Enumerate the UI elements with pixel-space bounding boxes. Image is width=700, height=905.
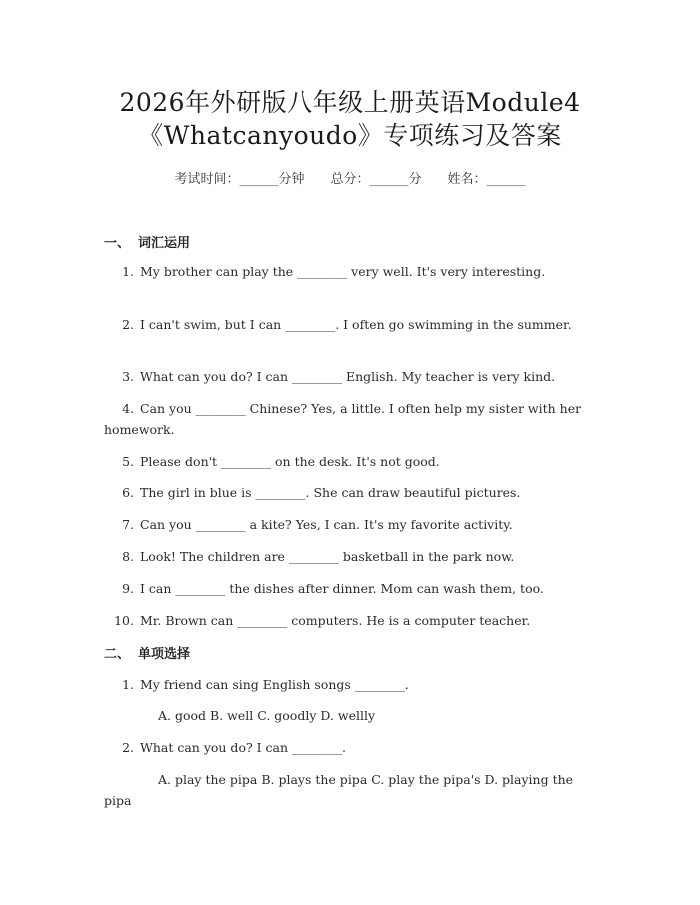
answer-options: A. good B. well C. goodly D. wellly — [158, 708, 376, 723]
question-item: 1. My brother can play the ________ very well. It's very interesting. — [122, 264, 546, 279]
question-item: 3. What can you do? I can ________ English. My teacher is very kind. — [122, 369, 556, 384]
total-score: 总分：______分 — [330, 172, 422, 187]
section-heading-multiple-choice — [104, 643, 190, 662]
section-title: 单项选择 — [138, 647, 191, 662]
question-item: 9. I can ________ the dishes after dinner. Mom can wash them, too. — [122, 581, 544, 596]
question-item: 4. Can you ________ Chinese? Yes, a little. I often help my sister with her homework. — [104, 401, 582, 437]
answer-options: A. play the pipa B. plays the pipa C. play the pipa's D. playing the pipa — [104, 772, 574, 808]
section-number: 二、 — [104, 647, 131, 662]
section-heading-vocabulary — [104, 232, 190, 251]
exam-time: 考试时间：______分钟 — [174, 172, 305, 187]
section-number: 一、 — [104, 236, 131, 251]
section-title: 词汇运用 — [138, 236, 191, 251]
question-item: 7. Can you ________ a kite? Yes, I can. It's my favorite activity. — [122, 517, 513, 532]
question-item: 5. Please don't ________ on the desk. It's not good. — [122, 454, 440, 469]
question-item: 2. I can't swim, but I can ________. I often go swimming in the summer. — [122, 317, 572, 332]
student-name: 姓名：______ — [447, 172, 526, 187]
question-item: 2. What can you do? I can ________. — [122, 740, 346, 755]
question-item: 10. Mr. Brown can ________ computers. He is a computer teacher. — [114, 613, 531, 628]
document-title-line1: 2026年外研版八年级上册英语Module4 — [119, 88, 581, 117]
document-title-line2: 《Whatcanyoudo》专项练习及答案 — [138, 121, 562, 150]
question-item: 8. Look! The children are ________ basketball in the park now. — [122, 549, 515, 564]
question-item: 6. The girl in blue is ________. She can draw beautiful pictures. — [122, 485, 521, 500]
exam-info — [0, 168, 700, 187]
question-item: 1. My friend can sing English songs ________. — [122, 677, 409, 692]
